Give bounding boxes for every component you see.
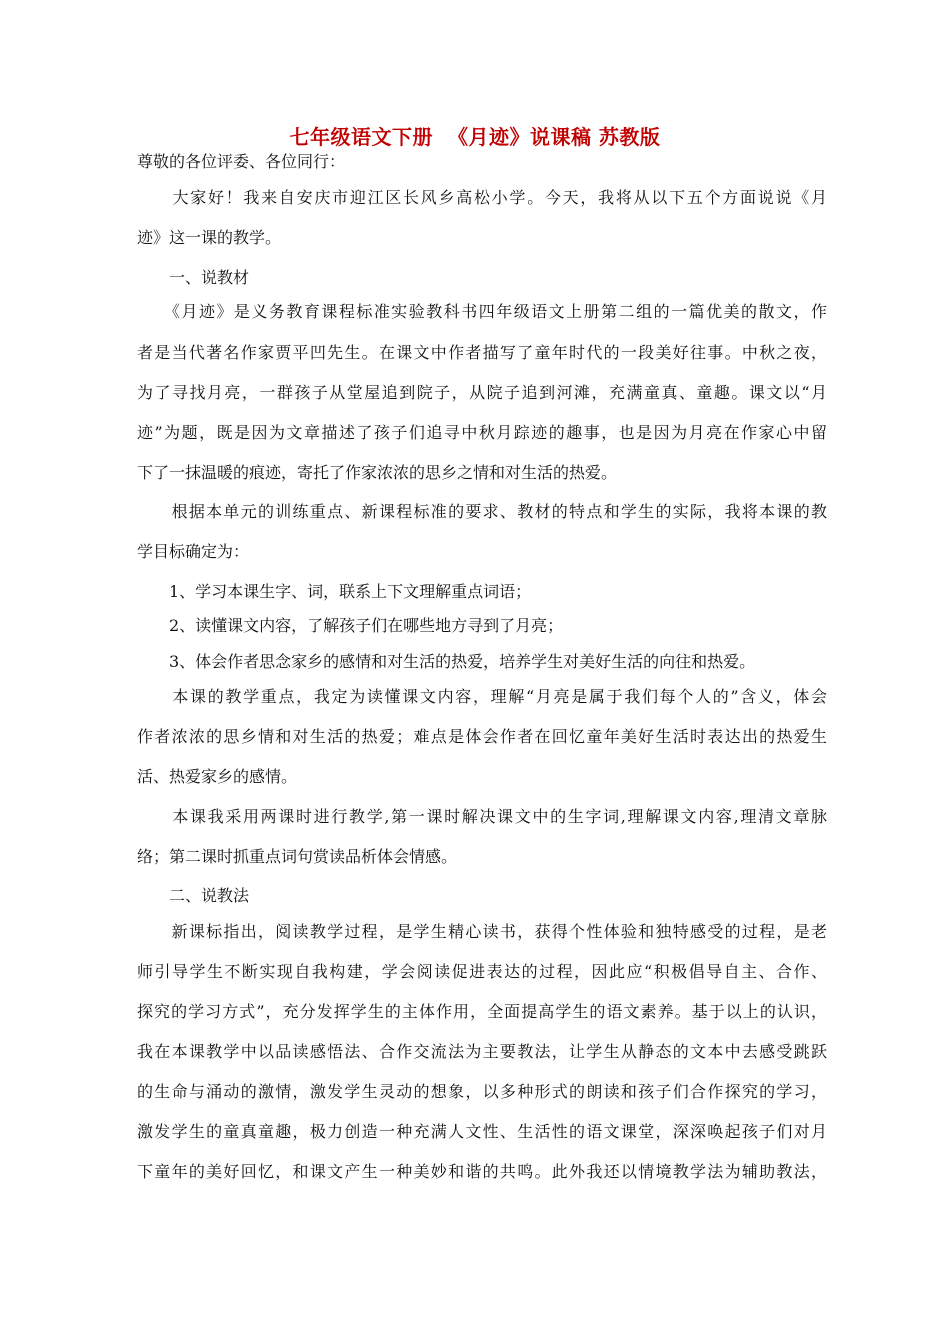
paragraph-line: 的生命与涌动的激情，激发学生灵动的想象，以多种形式的朗读和孩子们合作探究的学习， (137, 1082, 827, 1101)
paragraph-line: 迹》这一课的教学。 (137, 228, 282, 247)
paragraph-line: 根据本单元的训练重点、新课程标准的要求、教材的特点和学生的实际，我将本课的教 (137, 502, 827, 521)
paragraph-line: 我在本课教学中以品读感悟法、合作交流法为主要教法，让学生从静态的文本中去感受跳跃 (137, 1042, 827, 1061)
paragraph-line: 探究的学习方式”，充分发挥学生的主体作用，全面提高学生的语文素养。基于以上的认识， (137, 1002, 827, 1021)
paragraph-line: 《月迹》是义务教育课程标准实验教科书四年级语文上册第二组的一篇优美的散文，作 (137, 302, 827, 321)
paragraph-line: 活、热爱家乡的感情。 (137, 767, 298, 786)
paragraph-line: 作者浓浓的思乡情和对生活的热爱；难点是体会作者在回忆童年美好生活时表达出的热爱生 (137, 727, 827, 746)
paragraph-line: 为了寻找月亮，一群孩子从堂屋追到院子，从院子追到河滩，充满童真、童趣。课文以“月 (137, 383, 827, 402)
paragraph-line: 本课的教学重点，我定为读懂课文内容，理解“月亮是属于我们每个人的”含义，体会 (137, 687, 827, 706)
paragraph-line: 迹”为题，既是因为文章描述了孩子们追寻中秋月踪迹的趣事，也是因为月亮在作家心中留 (137, 423, 827, 442)
paragraph-line: 激发学生的童真童趣，极力创造一种充满人文性、生活性的语文课堂，深深唤起孩子们对月 (137, 1122, 827, 1141)
paragraph-line: 大家好！我来自安庆市迎江区长风乡高松小学。今天，我将从以下五个方面说说《月 (137, 188, 827, 207)
salutation: 尊敬的各位评委、各位同行： (137, 152, 346, 171)
section-heading: 二、说教法 (137, 886, 250, 905)
paragraph-line: 新课标指出，阅读教学过程，是学生精心读书，获得个性体验和独特感受的过程，是老 (137, 922, 827, 941)
objective-item: 1、学习本课生字、词，联系上下文理解重点词语； (137, 582, 532, 601)
document-title: 七年级语文下册 《月迹》说课稿 苏教版 (289, 125, 661, 149)
objective-item: 3、体会作者思念家乡的感情和对生活的热爱，培养学生对美好生活的向往和热爱。 (137, 652, 756, 671)
paragraph-line: 下了一抹温暖的痕迹，寄托了作家浓浓的思乡之情和对生活的热爱。 (137, 463, 618, 482)
paragraph-line: 络；第二课时抓重点词句赏读品析体会情感。 (137, 847, 458, 866)
paragraph-line: 下童年的美好回忆，和课文产生一种美妙和谐的共鸣。此外我还以情境教学法为辅助教法， (137, 1162, 827, 1181)
paragraph-line: 师引导学生不断实现自我构建，学会阅读促进表达的过程，因此应“积极倡导自主、合作、 (137, 962, 827, 981)
paragraph-line: 者是当代著名作家贾平凹先生。在课文中作者描写了童年时代的一段美好往事。中秋之夜， (137, 343, 827, 362)
paragraph-line: 本课我采用两课时进行教学,第一课时解决课文中的生字词,理解课文内容,理清文章脉 (137, 807, 827, 826)
paragraph-line: 学目标确定为： (137, 542, 250, 561)
objective-item: 2、读懂课文内容，了解孩子们在哪些地方寻到了月亮； (137, 616, 564, 635)
section-heading: 一、说教材 (137, 268, 250, 287)
